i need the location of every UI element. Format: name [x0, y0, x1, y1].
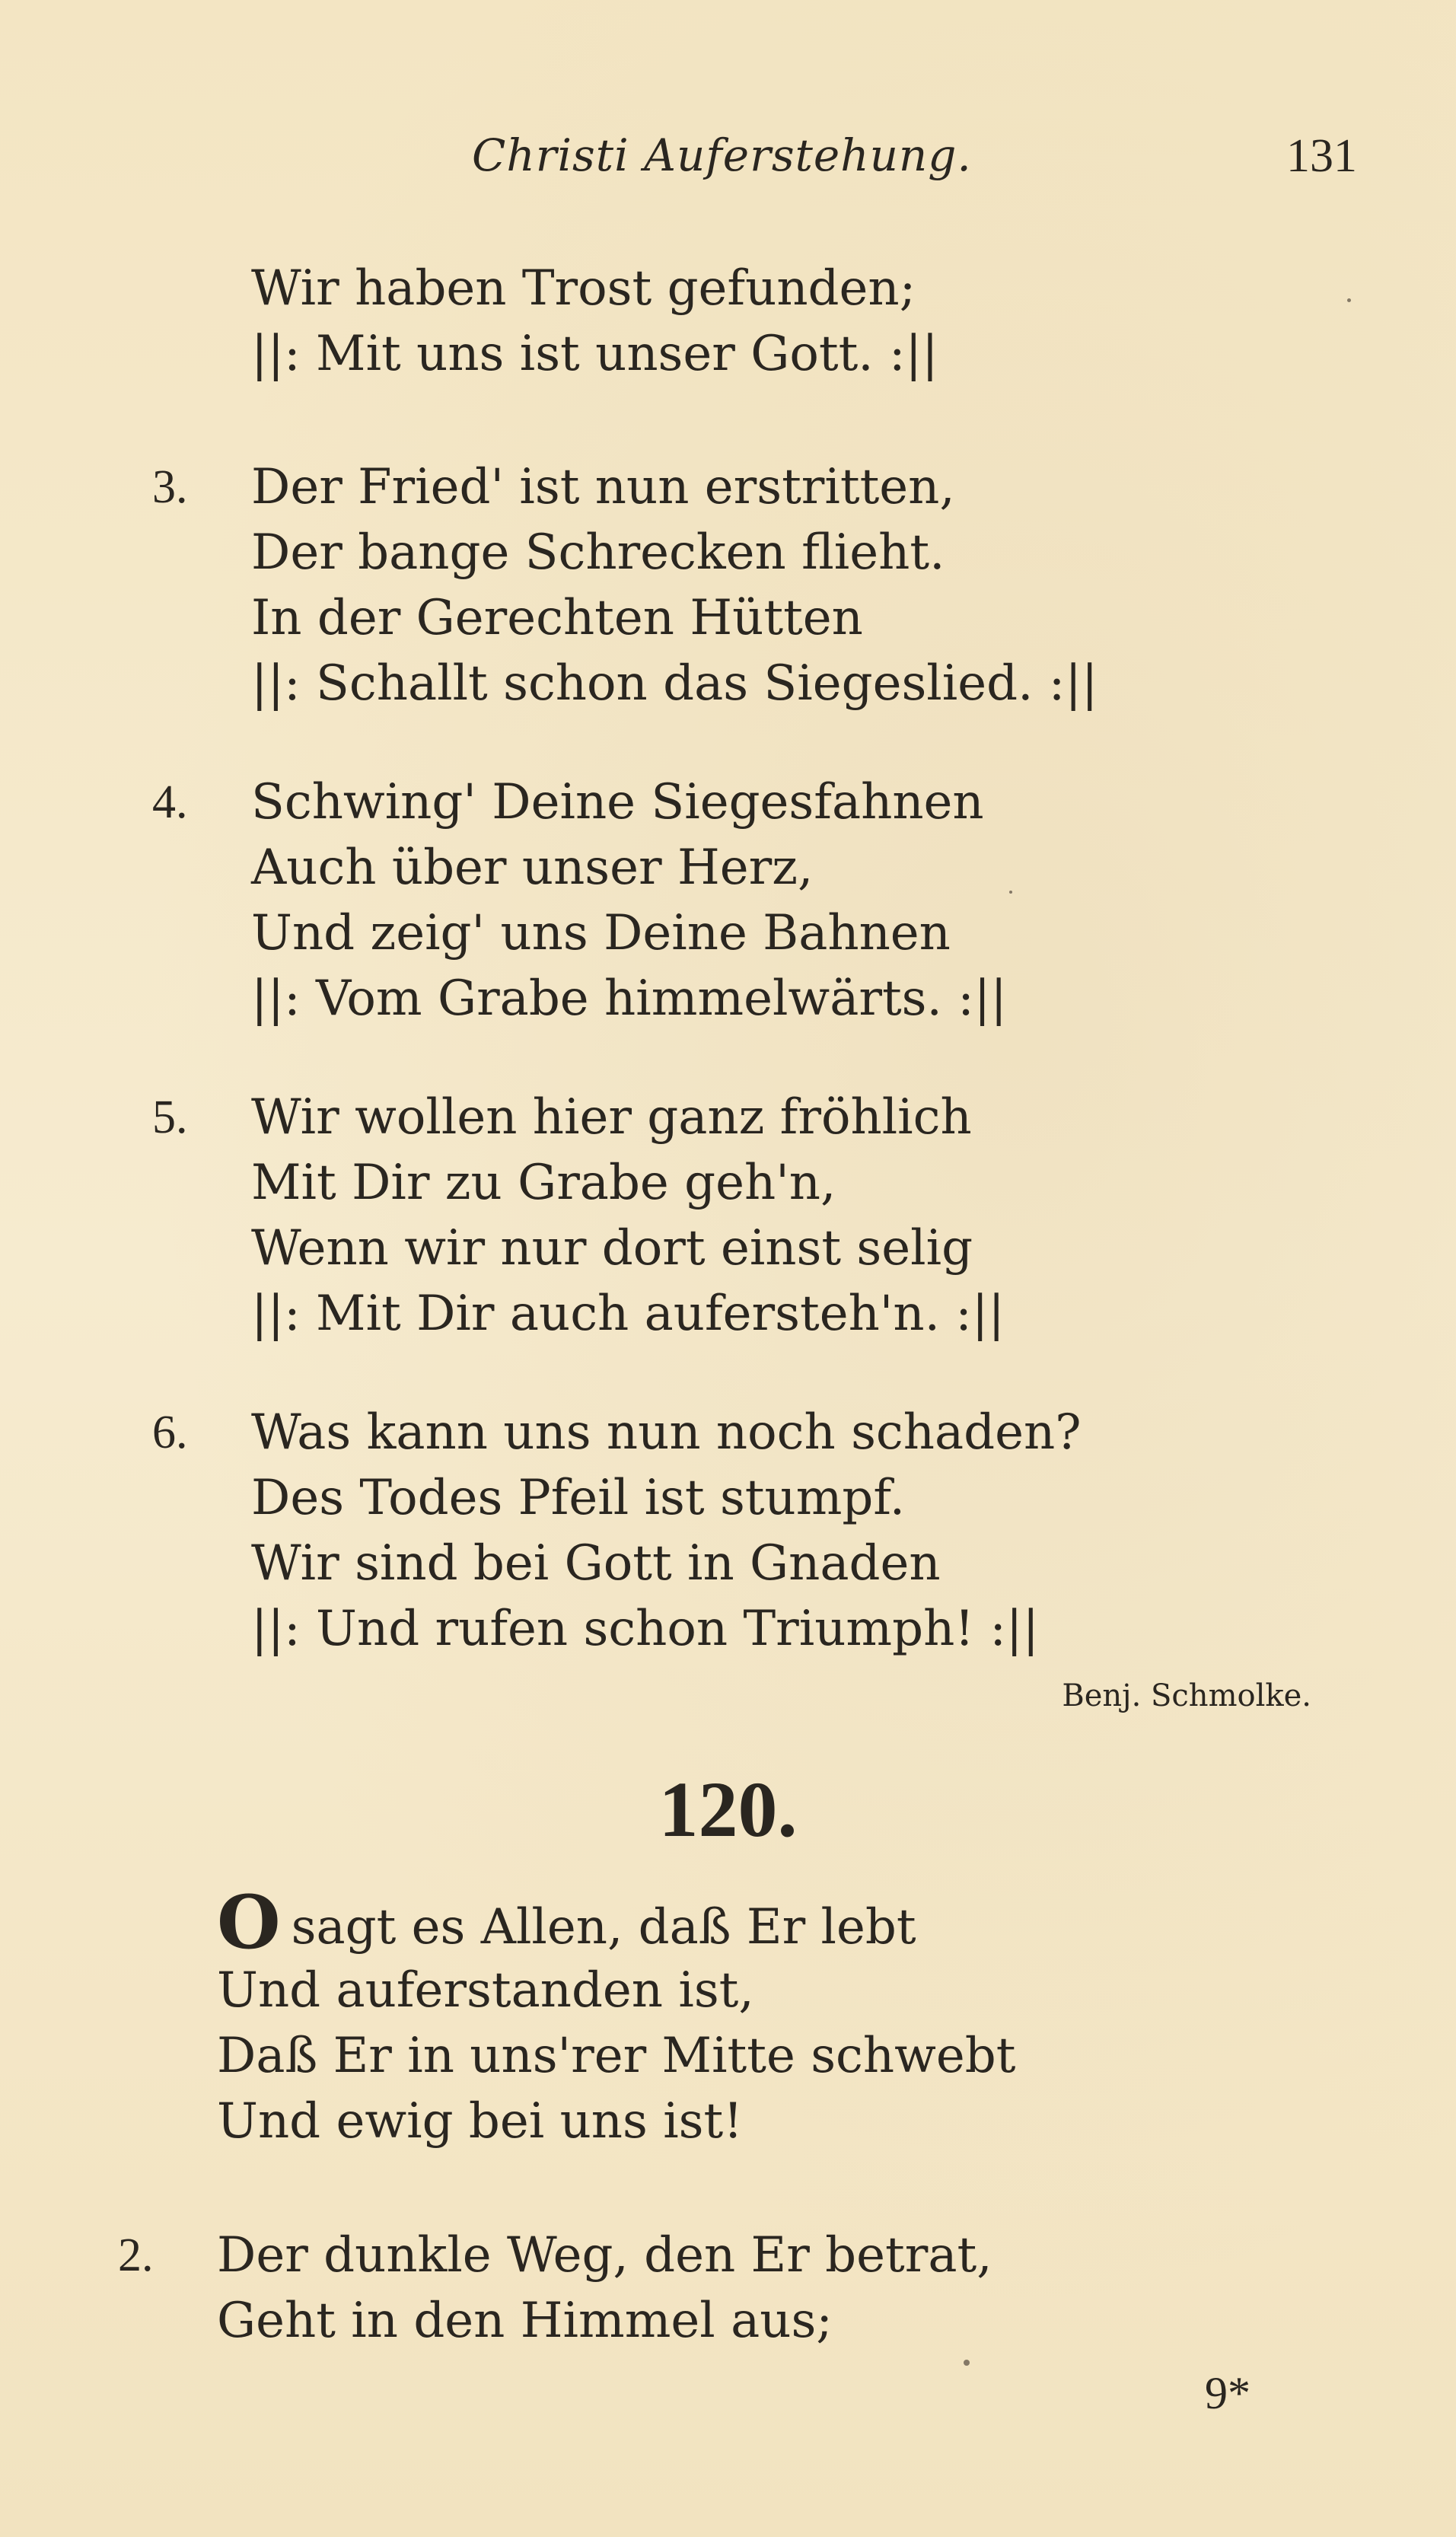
verse-number: 3.	[152, 461, 188, 513]
running-title: Christi Auferstehung.	[472, 129, 972, 181]
hymn-number: 120.	[658, 1766, 798, 1853]
verse-line: Der bange Schrecken flieht.	[251, 524, 945, 581]
verse-number: 5.	[152, 1092, 188, 1143]
verse-5	[0, 1085, 1456, 1347]
verse-number: 2.	[118, 2229, 154, 2281]
verse-number: 6.	[152, 1407, 188, 1458]
verse-line: Was kann uns nun noch schaden?	[251, 1404, 1082, 1461]
verse-line: ||: Und rufen schon Triumph! :||	[251, 1601, 1040, 1657]
hymn-120-verse-2	[0, 2223, 1456, 2354]
signature-mark: 9*	[1205, 2368, 1251, 2418]
verse-line-rest: sagt es Allen, daß Er lebt	[291, 1899, 916, 1955]
verse-line	[217, 1879, 916, 1965]
verse-line: Der Fried' ist nun erstritten,	[251, 459, 955, 515]
verse-line: Und zeig' uns Deine Bahnen	[251, 905, 951, 961]
verse-line: Geht in den Himmel aus;	[217, 2293, 833, 2349]
verse-line: Der dunkle Weg, den Er betrat,	[217, 2227, 992, 2284]
verse-line: In der Gerechten Hütten	[251, 590, 863, 646]
verse-line: ||: Schallt schon das Siegeslied. :||	[251, 655, 1098, 712]
hymn-120-verse-1	[0, 1879, 1456, 2154]
verse-line: Wenn wir nur dort einst selig	[251, 1220, 973, 1276]
author-attribution: Benj. Schmolke.	[1062, 1678, 1311, 1713]
verse-3	[0, 454, 1456, 716]
verse-line: Wir wollen hier ganz fröhlich	[251, 1089, 972, 1146]
verse-number: 4.	[152, 776, 188, 828]
verse-line: Und ewig bei uns ist!	[217, 2093, 743, 2150]
verse-6	[0, 1400, 1456, 1662]
verse-line: Des Todes Pfeil ist stumpf.	[251, 1470, 906, 1526]
verse-4	[0, 770, 1456, 1031]
ink-speck	[964, 2360, 970, 2366]
verse-line: ||: Vom Grabe himmelwärts. :||	[251, 970, 1007, 1027]
verse-line: Wir sind bei Gott in Gnaden	[251, 1535, 941, 1592]
ink-speck	[1347, 298, 1351, 302]
verse-line: ||: Mit Dir auch aufersteh'n. :||	[251, 1286, 1005, 1342]
verse-line: Auch über unser Herz,	[251, 840, 814, 896]
page-header	[472, 129, 1357, 190]
ink-speck	[1009, 891, 1012, 894]
verse-line: Schwing' Deine Siegesfahnen	[251, 774, 984, 830]
verse-line: Mit Dir zu Grabe geh'n,	[251, 1155, 836, 1211]
verse-line: Daß Er in uns'rer Mitte schwebt	[217, 2028, 1016, 2084]
verse-line: Und auferstanden ist,	[217, 1962, 754, 2019]
page-number: 131	[1286, 130, 1357, 182]
verse-line: ||: Mit uns ist unser Gott. :||	[251, 326, 938, 382]
verse-continuation	[0, 256, 1456, 387]
drop-cap: O	[217, 1879, 281, 1965]
verse-line: Wir haben Trost gefunden;	[251, 260, 916, 317]
